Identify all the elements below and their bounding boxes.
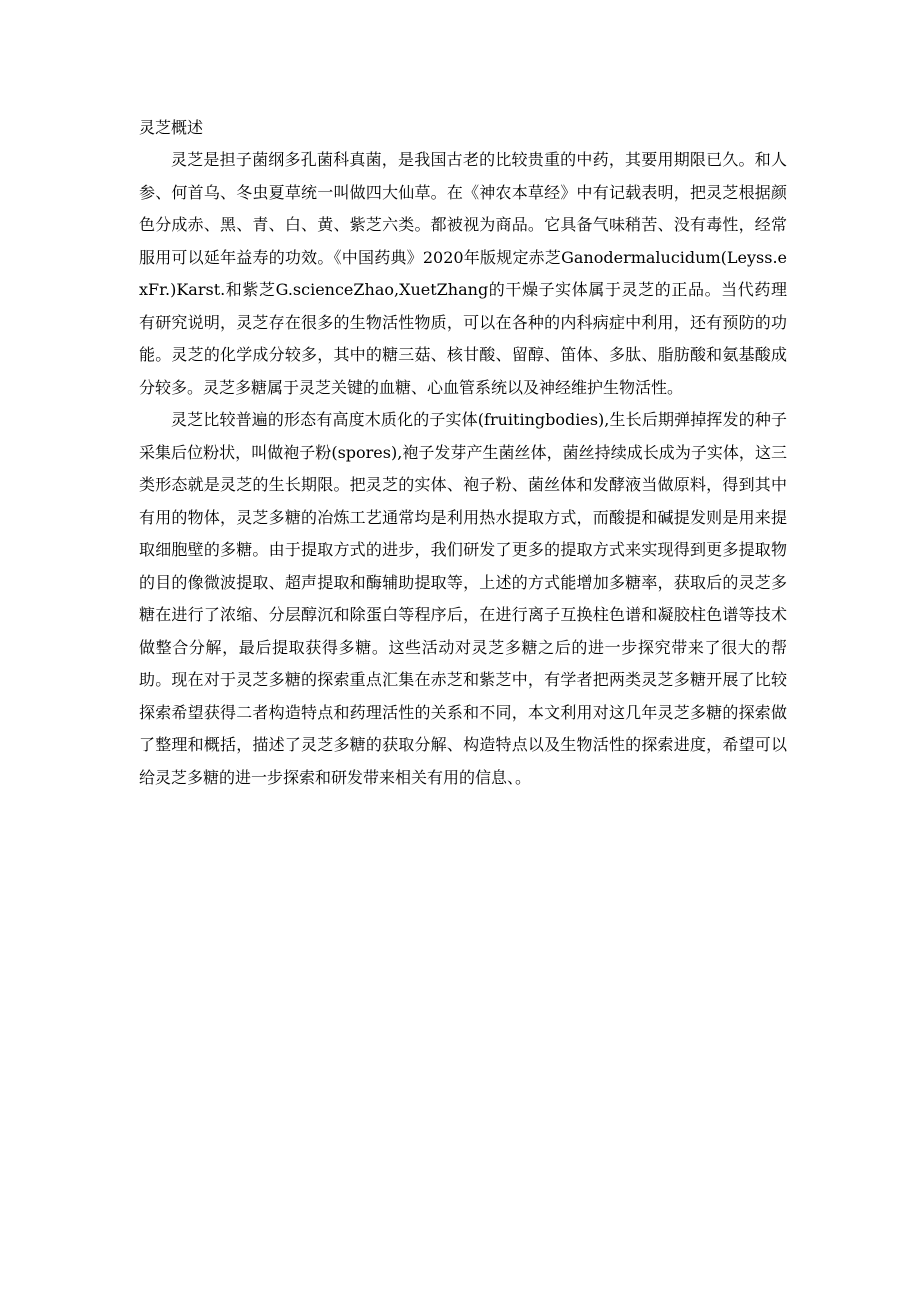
document-title: 灵芝概述 [139, 118, 204, 137]
document-body [139, 112, 787, 794]
paragraph-morphology-extraction: 灵芝比较普遍的形态有高度木质化的子实体(fruitingbodies),生长后期弹掉挥发的种子采集后位粉状，叫做袍子粉(spores),袍子发芽产生菌丝体，菌丝持续成长成为子实体，这三类形态就是灵芝的生长期限。把灵芝的实体、袍子粉、菌丝体和发酵液当做原料，得到其中有用的物体，灵芝多糖的冶炼工艺通常均是利用热水提取方式，而酸提和碱提发则是用来提取细胞壁的多糖。由于提取方式的进步，我们研发了更多的提取方式来实现得到更多提取物的目的像微波提取、超声提取和酶辅助提取等，上述的方式能增加多糖率，获取后的灵芝多糖在进行了浓缩、分层醇沉和除蛋白等程序后，在进行离子互换柱色谱和凝胶柱色谱等技术做整合分解，最后提取获得多糖。这些活动对灵芝多糖之后的进一步探究带来了很大的帮助。现在对于灵芝多糖的探索重点汇集在赤芝和紫芝中，有学者把两类灵芝多糖开展了比较探索希望获得二者构造特点和药理活性的关系和不同，本文利用对这几年灵芝多糖的探索做了整理和概括，描述了灵芝多糖的获取分解、构造特点以及生物活性的探索进度，希望可以给灵芝多糖的进一步探索和研发带来相关有用的信息、。 [139, 410, 787, 787]
paragraph-introduction: 灵芝是担子菌纲多孔菌科真菌，是我国古老的比较贵重的中药，其要用期限已久。和人参、何首乌、冬虫夏草统一叫做四大仙草。在《神农本草经》中有记载表明，把灵芝根据颜色分成赤、黑、青、白、黄、紫芝六类。都被视为商品。它具备气味稍苦、没有毒性，经常服用可以延年益寿的功效。《中国药典》2020年版规定赤芝Ganodermalucidum(Leyss.exFr.)Karst.和紫芝G.scienceZhao,XuetZhang的干燥子实体属于灵芝的正品。当代药理有研究说明，灵芝存在很多的生物活性物质，可以在各种的内科病症中利用，还有预防的功能。灵芝的化学成分较多，其中的糖三菇、核甘酸、留醇、笛体、多肽、脂肪酸和氨基酸成分较多。灵芝多糖属于灵芝关键的血糖、心血管系统以及神经维护生物活性。 [139, 150, 787, 397]
